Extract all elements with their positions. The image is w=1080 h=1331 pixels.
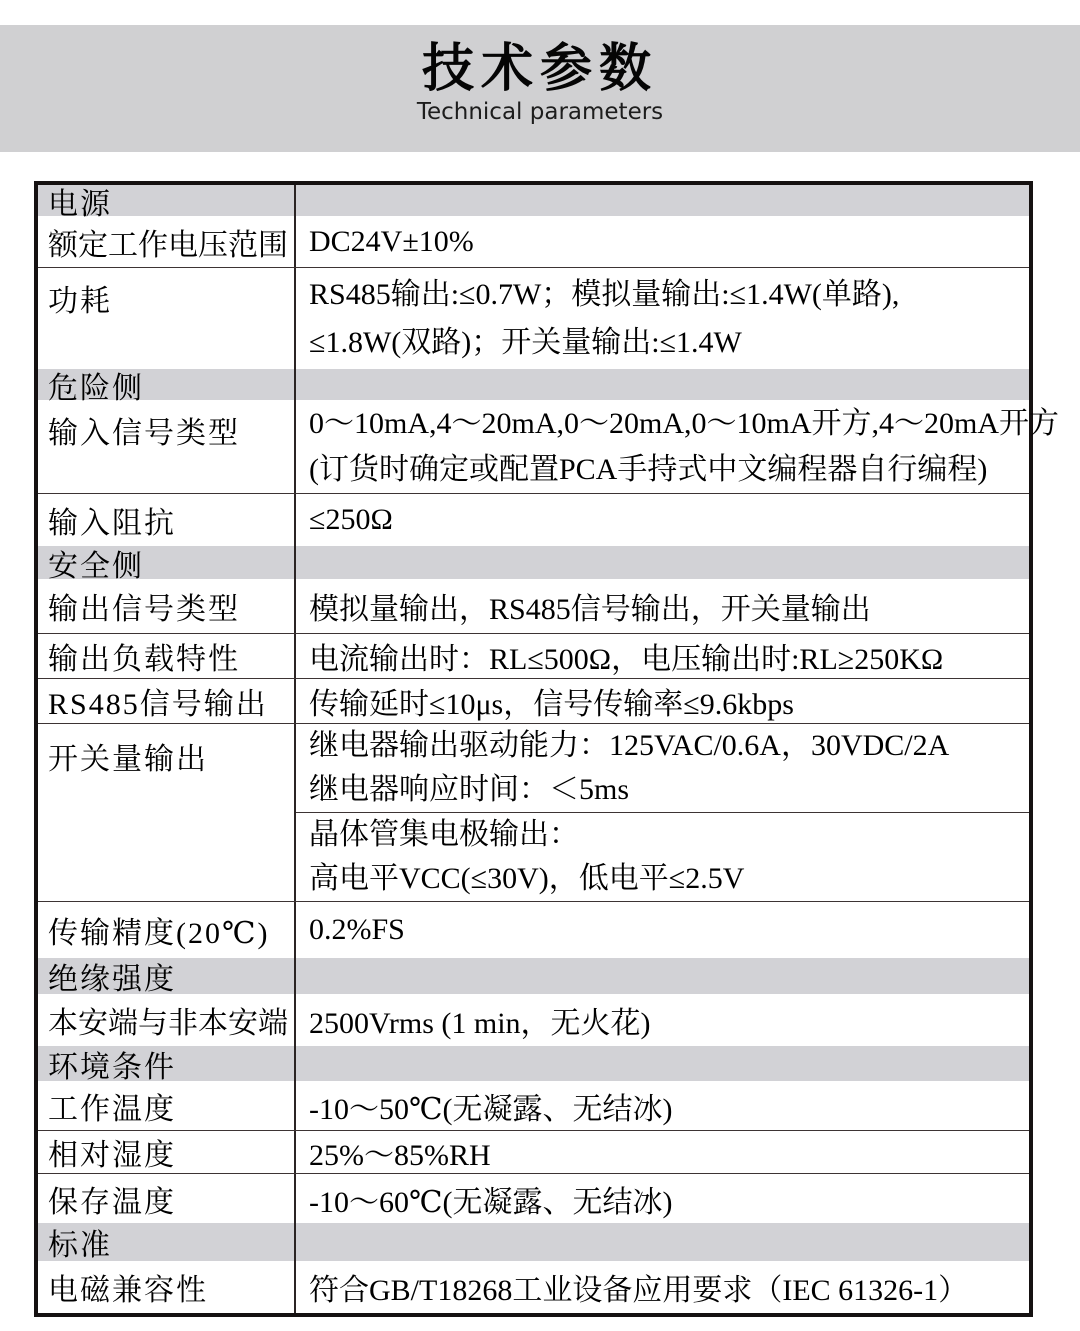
row-operating-temp xyxy=(38,1081,1029,1130)
param-value: 模拟量输出，RS485信号输出，开关量输出 xyxy=(309,593,871,626)
param-label: 输入信号类型 xyxy=(38,400,296,493)
param-value: ≤250Ω xyxy=(309,503,393,536)
section-label: 危险侧 xyxy=(38,369,296,400)
section-row-environment xyxy=(38,1046,1029,1084)
section-row-safe-side xyxy=(38,546,1029,583)
section-cell-empty xyxy=(296,1223,1029,1261)
section-label: 标准 xyxy=(38,1223,296,1261)
section-cell-empty xyxy=(296,958,1029,994)
row-emc xyxy=(38,1261,1029,1313)
value-group-relay xyxy=(296,724,1029,812)
row-storage-temp xyxy=(38,1173,1029,1223)
param-value: 传输延时≤10μs，信号传输率≤9.6kbps xyxy=(309,688,794,721)
value-group-transistor xyxy=(296,812,1029,901)
value-line: 0～10mA,4～20mA,0～20mA,0～10mA开方,4～20mA开方 xyxy=(309,406,1059,440)
param-value: 0.2%FS xyxy=(309,913,405,946)
section-cell-empty xyxy=(296,185,1029,216)
param-label: 额定工作电压范围 xyxy=(38,216,296,267)
param-value: -10～60℃(无凝露、无结冰) xyxy=(309,1185,673,1219)
param-label: 本安端与非本安端 xyxy=(38,994,296,1046)
page-title: 技术参数 xyxy=(421,39,658,99)
param-label: 开关量输出 xyxy=(38,724,296,901)
row-power-consumption xyxy=(38,267,1029,369)
section-row-standard xyxy=(38,1223,1029,1261)
param-label: 相对湿度 xyxy=(38,1131,296,1173)
page-subtitle: Technical parameters xyxy=(416,99,664,125)
param-label: 功耗 xyxy=(38,268,296,369)
param-label: 传输精度(20℃) xyxy=(38,902,296,958)
param-label: 输出负载特性 xyxy=(38,634,296,678)
param-value xyxy=(296,268,1029,369)
value-line: 晶体管集电极输出： xyxy=(309,818,579,851)
param-value: DC24V±10% xyxy=(309,224,474,258)
row-rs485-output xyxy=(38,678,1029,723)
row-rated-voltage xyxy=(38,216,1029,267)
spec-table xyxy=(34,181,1059,1317)
param-label: 保存温度 xyxy=(38,1174,296,1223)
row-switch-output xyxy=(38,723,1029,901)
section-label: 绝缘强度 xyxy=(38,958,296,994)
row-accuracy xyxy=(38,901,1029,958)
section-label: 安全侧 xyxy=(38,546,296,579)
row-input-signal-type xyxy=(38,400,1059,493)
row-output-load xyxy=(38,633,1029,678)
section-label: 电源 xyxy=(38,185,296,216)
param-value: 电流输出时：RL≤500Ω，电压输出时:RL≥250KΩ xyxy=(309,643,944,676)
param-value: 25%～85%RH xyxy=(309,1139,491,1172)
value-line: ≤1.8W(双路)；开关量输出:≤1.4W xyxy=(309,325,742,359)
param-label: 工作温度 xyxy=(38,1081,296,1130)
value-line: RS485输出:≤0.7W；模拟量输出:≤1.4W(单路), xyxy=(309,277,900,311)
section-row-insulation xyxy=(38,958,1029,994)
param-value xyxy=(296,400,1059,493)
section-cell-empty xyxy=(296,369,1029,400)
section-row-power xyxy=(38,185,1029,221)
value-line: 继电器响应时间：＜5ms xyxy=(309,773,630,806)
row-output-signal-type xyxy=(38,579,1029,633)
section-cell-empty xyxy=(296,546,1029,579)
param-label: 电磁兼容性 xyxy=(38,1261,296,1313)
section-label: 环境条件 xyxy=(38,1046,296,1081)
value-line: 继电器输出驱动能力：125VAC/0.6A，30VDC/2A xyxy=(309,729,950,762)
section-row-hazard-side xyxy=(38,369,1029,405)
param-label: RS485信号输出 xyxy=(38,679,296,723)
param-value: -10～50℃(无凝露、无结冰) xyxy=(309,1092,673,1126)
page-header xyxy=(0,25,1080,152)
param-label: 输出信号类型 xyxy=(38,579,296,633)
param-value xyxy=(296,724,1029,901)
section-cell-empty xyxy=(296,1046,1029,1081)
param-value: 符合GB/T18268工业设备应用要求（IEC 61326-1） xyxy=(309,1274,969,1307)
value-line: 高电平VCC(≤30V)，低电平≤2.5V xyxy=(309,862,745,895)
row-is-terminal xyxy=(38,994,1029,1046)
value-line: (订货时确定或配置PCA手持式中文编程器自行编程) xyxy=(309,452,988,486)
param-value: 2500Vrms (1 min，无火花) xyxy=(309,1007,651,1040)
row-input-impedance xyxy=(38,493,1029,546)
row-relative-humidity xyxy=(38,1130,1029,1173)
param-label: 输入阻抗 xyxy=(38,494,296,546)
